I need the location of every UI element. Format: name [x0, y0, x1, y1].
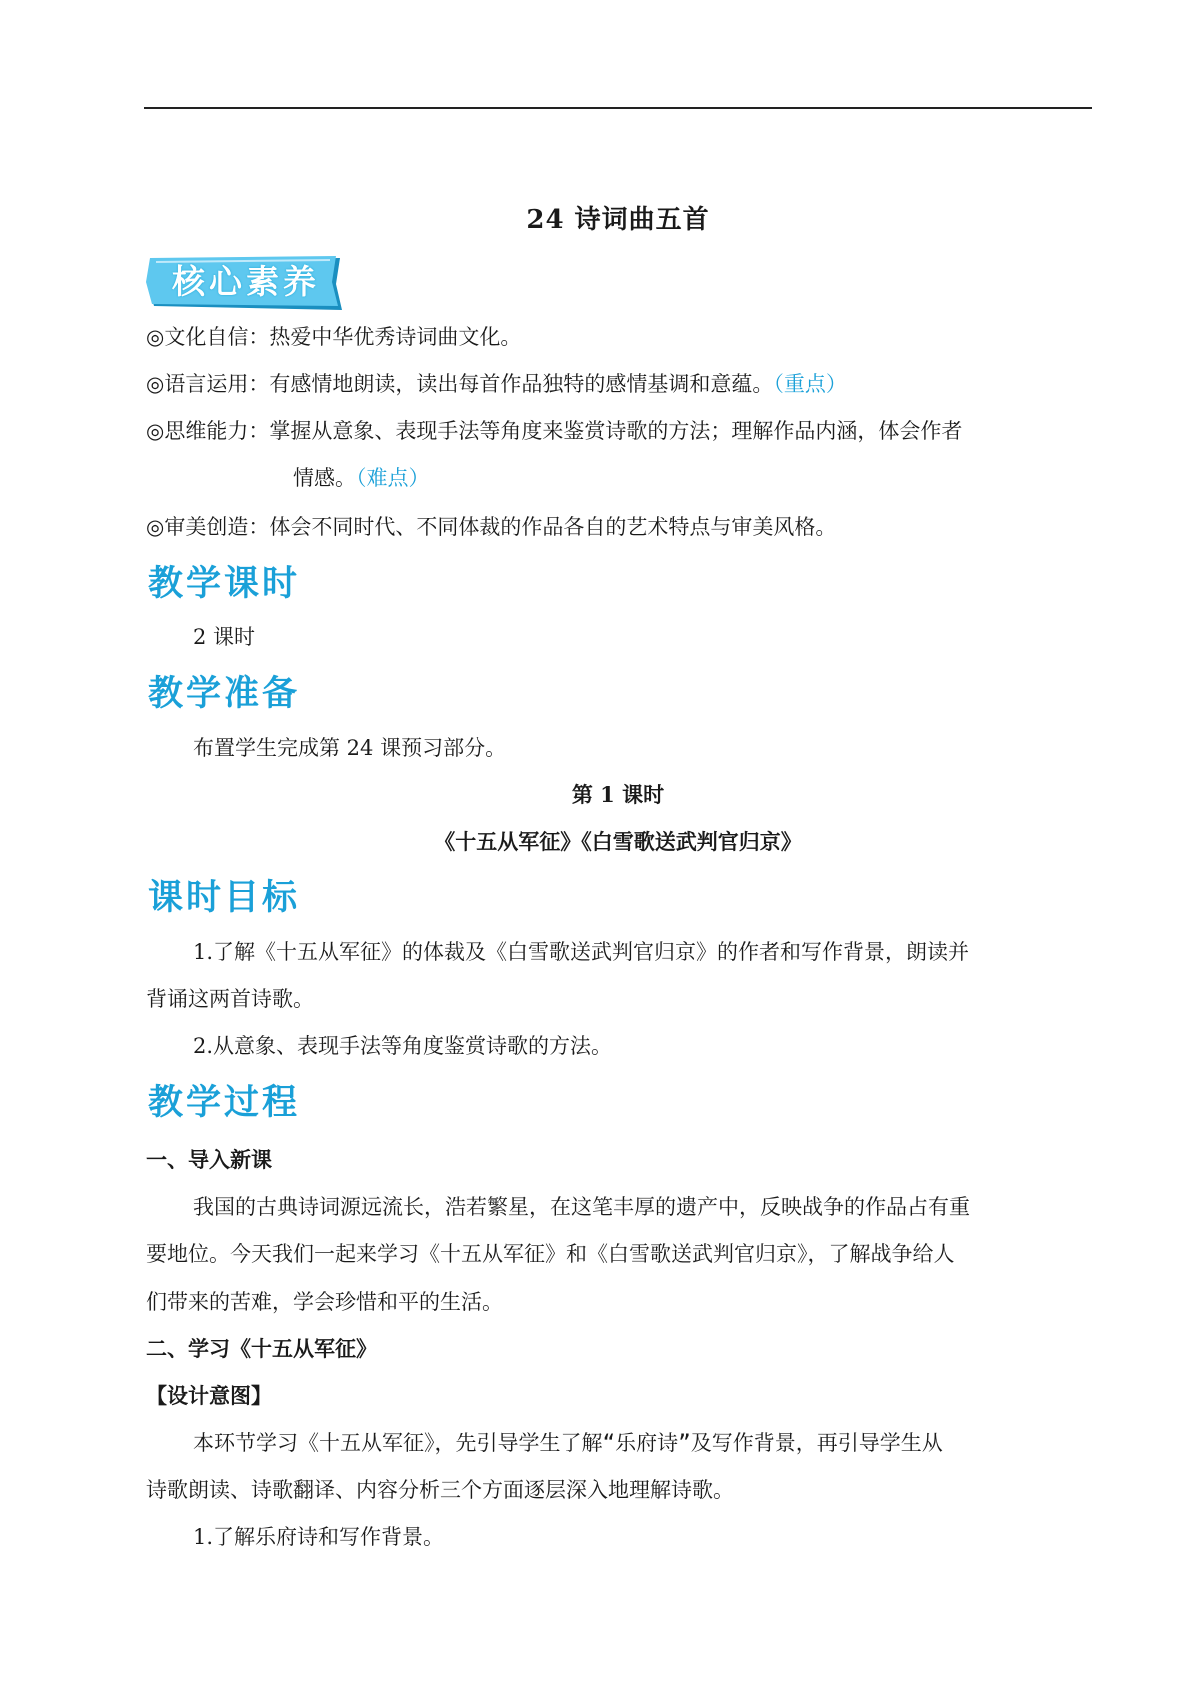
period-subtitle: 《十五从军征》《白雪歌送武判官归京》 — [434, 829, 802, 854]
paragraph-line: 们带来的苦难，学会珍惜和平的生活。 — [146, 1290, 503, 1314]
section-heading-prep: 教学准备 — [148, 674, 301, 714]
design-intent-label: 【设计意图】 — [146, 1383, 272, 1408]
step-title: 二、学习《十五从军征》 — [146, 1336, 377, 1361]
competency-prefix: ◎审美创造： — [146, 515, 270, 539]
competency-text: 掌握从意象、表现手法等角度来鉴赏诗歌的方法；理解作品内涵，体会作者 — [269, 419, 963, 443]
goal-item: 2.从意象、表现手法等角度鉴赏诗歌的方法。 — [193, 1034, 613, 1058]
hours-value: 2 课时 — [193, 625, 256, 649]
section-heading-goals: 课时目标 — [148, 878, 301, 918]
step-title: 一、导入新课 — [146, 1147, 272, 1172]
lesson-title: 24 诗词曲五首 — [526, 205, 710, 235]
competency-item — [146, 322, 521, 352]
period-title: 第 1 课时 — [571, 782, 665, 807]
prep-value: 布置学生完成第 24 课预习部分。 — [193, 736, 507, 760]
competency-item — [146, 416, 962, 446]
competency-prefix: ◎语言运用： — [146, 372, 270, 396]
key-point-tag: （重点） — [773, 372, 847, 396]
goal-item: 1.了解《十五从军征》的体裁及《白雪歌送武判官归京》的作者和写作背景，朗读并 — [193, 940, 970, 964]
goal-item-continued: 背诵这两首诗歌。 — [146, 987, 314, 1011]
sub-item: 1.了解乐府诗和写作背景。 — [193, 1525, 445, 1549]
competency-text: 热爱中华优秀诗词曲文化。 — [269, 325, 522, 349]
competency-prefix: ◎思维能力： — [146, 419, 270, 443]
competency-text: 有感情地朗读，读出每首作品独特的感情基调和意蕴。 — [269, 372, 774, 396]
competency-item — [146, 512, 836, 542]
competency-text: 情感。 — [293, 466, 356, 490]
banner-label: 核心素养 — [172, 262, 320, 301]
paragraph-line: 我国的古典诗词源远流长，浩若繁星，在这笔丰厚的遗产中，反映战争的作品占有重 — [193, 1195, 970, 1219]
difficulty-tag: （难点） — [356, 466, 430, 490]
core-competency-banner — [146, 256, 346, 312]
competency-text: 体会不同时代、不同体裁的作品各自的艺术特点与审美风格。 — [269, 515, 837, 539]
section-heading-hours: 教学课时 — [148, 564, 301, 604]
paragraph-line: 诗歌朗读、诗歌翻译、内容分析三个方面逐层深入地理解诗歌。 — [146, 1478, 734, 1502]
competency-item — [146, 369, 847, 399]
paragraph-line: 要地位。今天我们一起来学习《十五从军征》和《白雪歌送武判官归京》，了解战争给人 — [146, 1242, 955, 1266]
competency-item-continued — [293, 463, 430, 493]
section-heading-process: 教学过程 — [148, 1083, 301, 1123]
competency-prefix: ◎文化自信： — [146, 325, 270, 349]
paragraph-line: 本环节学习《十五从军征》，先引导学生了解“乐府诗”及写作背景，再引导学生从 — [193, 1431, 943, 1455]
header-rule — [144, 107, 1092, 109]
